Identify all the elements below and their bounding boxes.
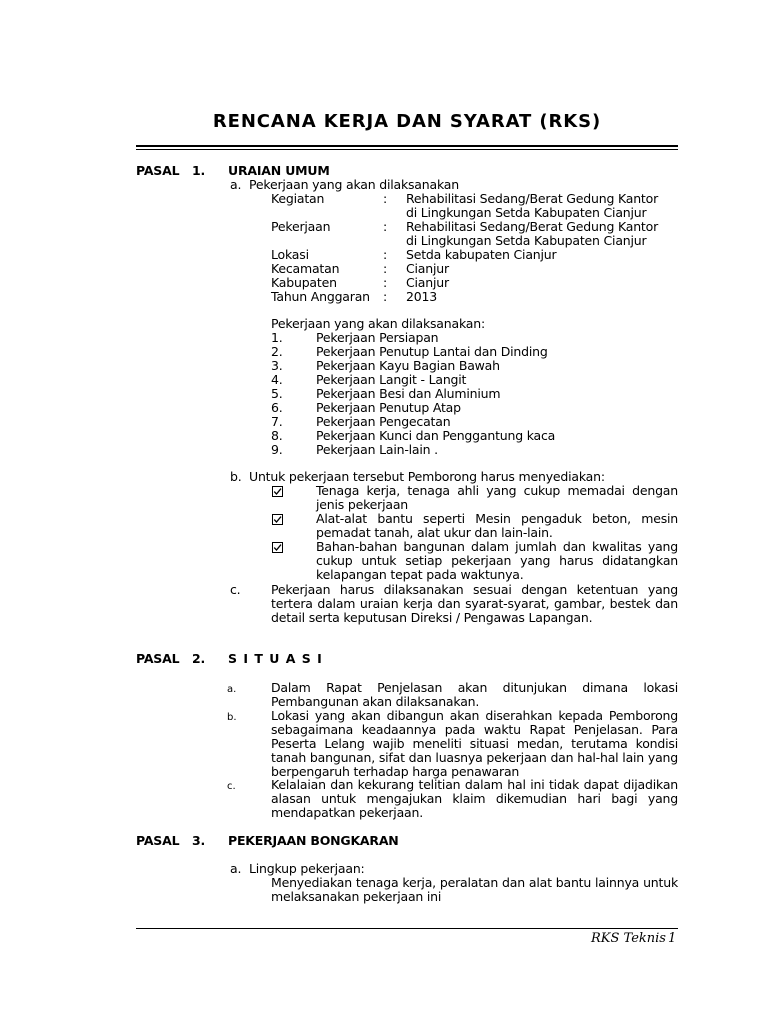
work-list-number: 8. [271,428,283,443]
work-list-number: 9. [271,442,283,457]
pasal-1-c-marker: c. [230,582,241,597]
detail-value-kegiatan-line2: di Lingkungan Setda Kabupaten Cianjur [406,205,647,220]
work-list-item: Pekerjaan Kunci dan Penggantung kaca [316,428,556,443]
detail-sep: : [383,289,388,304]
pasal-3-a-text: Lingkup pekerjaan: [249,861,365,876]
detail-key-kecamatan: Kecamatan [271,261,340,276]
detail-sep: : [383,261,388,276]
detail-value-pekerjaan: Rehabilitasi Sedang/Berat Gedung Kantor [406,219,659,234]
work-list-item: Pekerjaan Penutup Lantai dan Dinding [316,344,548,359]
footer-rule [136,928,678,929]
checked-box-icon [272,486,283,497]
pasal-1-heading: URAIAN UMUM [228,163,330,178]
pasal-2-number: 2. [192,651,206,666]
checklist-item: Tenaga kerja, tenaga ahli yang cukup memadai dengan jenis pekerjaan [316,483,678,512]
checklist-item: Alat-alat bantu seperti Mesin pengaduk beton, mesin pemadat tanah, alat ukur dan lain-lain. [316,511,678,540]
detail-value-kegiatan: Rehabilitasi Sedang/Berat Gedung Kantor [406,191,659,206]
detail-key-tahun-anggaran: Tahun Anggaran [271,289,370,304]
work-list-item: Pekerjaan Penutup Atap [316,400,461,415]
pasal-1-a-text: Pekerjaan yang akan dilaksanakan [249,177,459,192]
work-list-item: Pekerjaan Langit - Langit [316,372,467,387]
document-title: RENCANA KERJA DAN SYARAT (RKS) [212,111,602,132]
pasal-2-heading: S I T U A S I [228,651,323,666]
title-underline-thin [136,149,678,150]
pasal-3-label: PASAL [136,833,180,848]
detail-value-kecamatan: Cianjur [406,261,449,276]
pasal-1-b-marker: b. [230,469,242,484]
checklist-item: Bahan-bahan bangunan dalam jumlah dan kwalitas yang cukup untuk setiap pekerjaan yang harus didatangkan kelapangan tepat pada waktunya. [316,539,678,582]
pasal-2-c-marker: c. [227,781,236,792]
detail-sep: : [383,219,388,234]
pasal-2-label: PASAL [136,651,180,666]
work-list-item: Pekerjaan Lain-lain . [316,442,438,457]
checked-box-icon [272,514,283,525]
pasal-2-b-marker: b. [227,712,237,723]
pasal-2-b-text: Lokasi yang akan dibangun akan diserahkan kepada Pemborong sebagaimana keadaannya pada waktu Rapat Penjelasan. Para Peserta Lelang wajib meneliti situasi medan, terutama kondisi tanah bangunan, sifat dan luasnya pekerjaan dan hal-hal lain yang berpengaruh terhadap harga penawaran [271,708,678,779]
detail-key-pekerjaan: Pekerjaan [271,219,331,234]
pasal-2-c-text: Kelalaian dan kekurang telitian dalam hal ini tidak dapat dijadikan alasan untuk mengajukan klaim dikemudian hari bagi yang mendapatkan pekerjaan. [271,777,678,820]
work-list-item: Pekerjaan Pengecatan [316,414,451,429]
work-list-number: 1. [271,330,283,345]
pasal-3-number: 3. [192,833,206,848]
pasal-1-c-text: Pekerjaan harus dilaksanakan sesuai dengan ketentuan yang tertera dalam uraian kerja dan syarat-syarat, gambar, bestek dan detail serta keputusan Direksi / Pengawas Lapangan. [271,582,678,625]
checked-box-icon [272,542,283,553]
work-list-number: 5. [271,386,283,401]
detail-value-lokasi: Setda kabupaten Cianjur [406,247,557,262]
work-list-number: 2. [271,344,283,359]
pasal-1-a-marker: a. [230,177,242,192]
work-list-intro: Pekerjaan yang akan dilaksanakan: [271,316,485,331]
title-underline [136,145,678,147]
detail-sep: : [383,191,388,206]
detail-value-pekerjaan-line2: di Lingkungan Setda Kabupaten Cianjur [406,233,647,248]
detail-key-lokasi: Lokasi [271,247,309,262]
pasal-2-a-text: Dalam Rapat Penjelasan akan ditunjukan dimana lokasi Pembangunan akan dilaksanakan. [271,680,678,709]
footer-label: RKS Teknis [591,931,666,946]
work-list-item: Pekerjaan Besi dan Aluminium [316,386,501,401]
work-list-number: 6. [271,400,283,415]
pasal-1-number: 1. [192,163,206,178]
page-number: 1 [668,931,677,946]
pasal-3-a-marker: a. [230,861,242,876]
detail-key-kegiatan: Kegiatan [271,191,325,206]
pasal-3-heading: PEKERJAAN BONGKARAN [228,833,399,848]
detail-sep: : [383,247,388,262]
detail-sep: : [383,275,388,290]
detail-value-kabupaten: Cianjur [406,275,449,290]
work-list-item: Pekerjaan Persiapan [316,330,439,345]
work-list-number: 7. [271,414,283,429]
work-list-number: 3. [271,358,283,373]
pasal-1-b-text: Untuk pekerjaan tersebut Pemborong harus menyediakan: [249,469,605,484]
detail-key-kabupaten: Kabupaten [271,275,337,290]
work-list-number: 4. [271,372,283,387]
pasal-1-label: PASAL [136,163,180,178]
pasal-2-a-marker: a. [227,684,237,695]
pasal-3-a-body: Menyediakan tenaga kerja, peralatan dan alat bantu lainnya untuk melaksanakan pekerjaan ini [271,875,678,904]
detail-value-tahun-anggaran: 2013 [406,289,438,304]
work-list-item: Pekerjaan Kayu Bagian Bawah [316,358,500,373]
